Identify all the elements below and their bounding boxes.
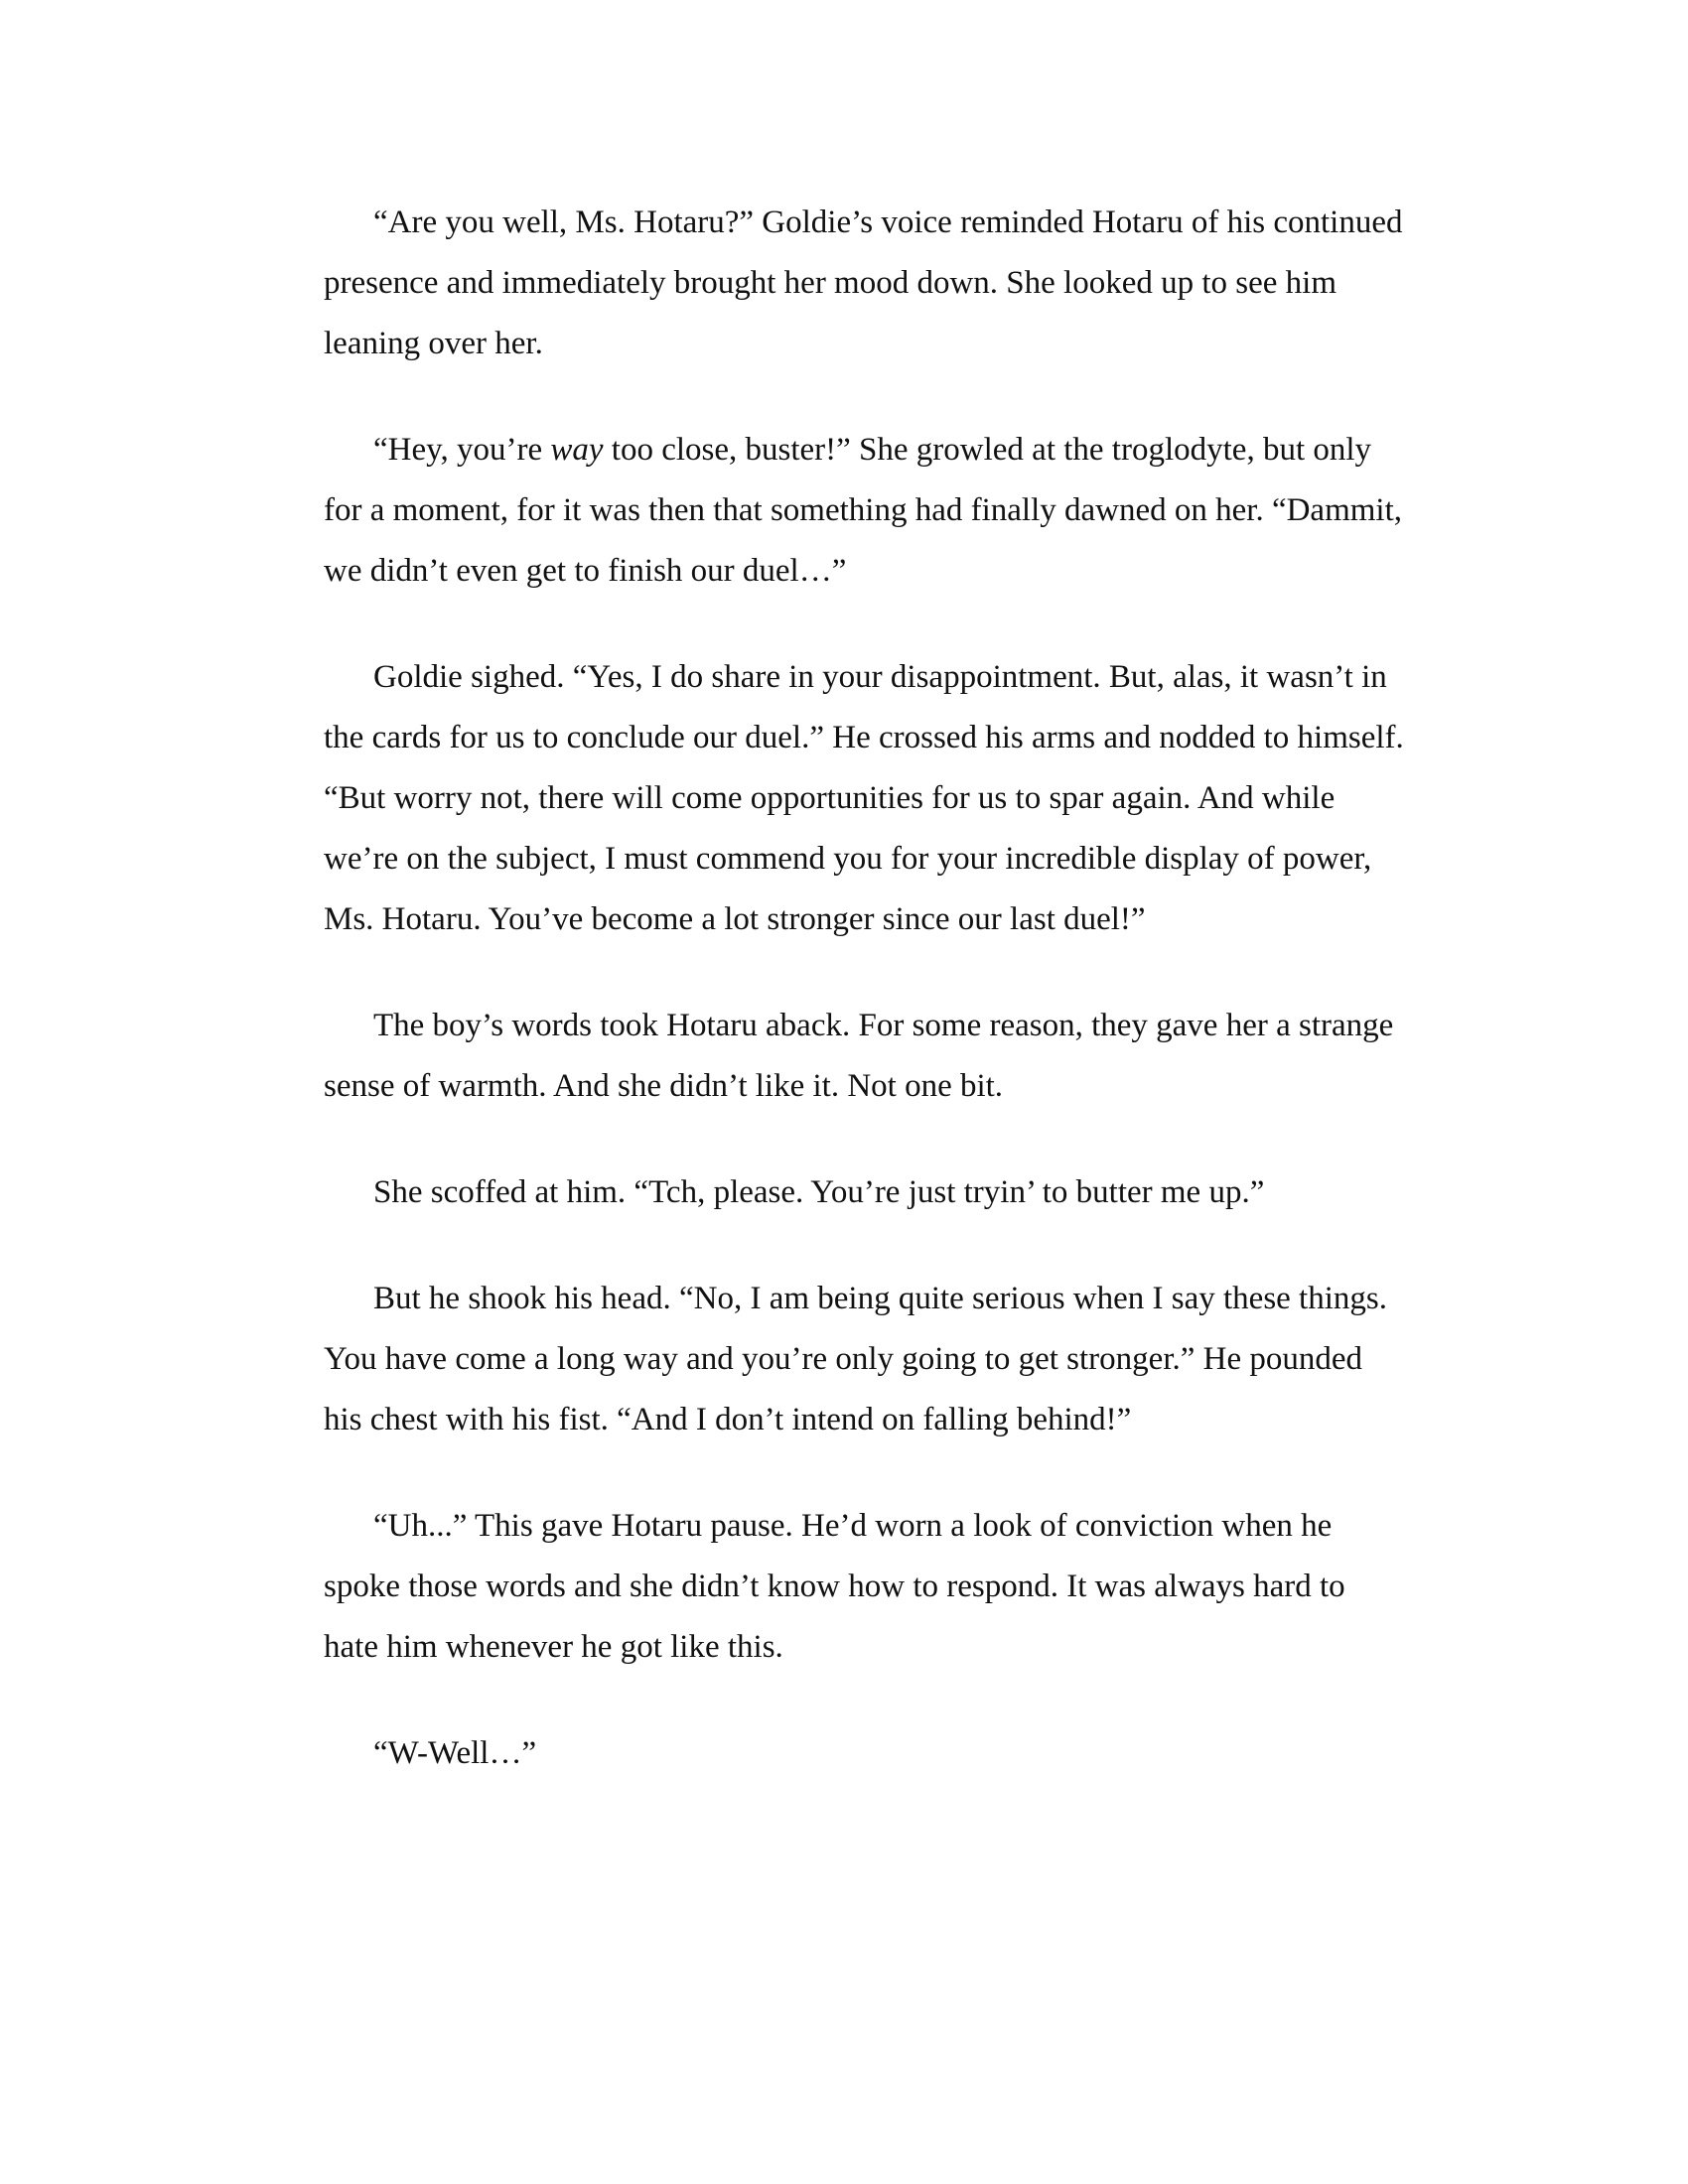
paragraph-2-text-end: too close, buster!” She growled at the troglodyte, but only for a moment, for it was then that something had finally dawned on her. “Dammit, we didn’t even get to finish our duel…” <box>324 432 1402 589</box>
paragraph-6 <box>324 1269 1406 1450</box>
paragraph-2-text-start: “Hey, you’re <box>373 432 551 468</box>
paragraph-3 <box>324 647 1406 950</box>
paragraph-8 <box>324 1723 1406 1784</box>
paragraph-7-text: “Uh...” This gave Hotaru pause. He’d worn a look of conviction when he spoke those words and she didn’t know how to respond. It was always hard to hate him whenever he got like this. <box>324 1508 1345 1665</box>
paragraph-1 <box>324 193 1406 374</box>
paragraph-3-text: Goldie sighed. “Yes, I do share in your disappointment. But, alas, it wasn’t in the cards for us to conclude our duel.” He crossed his arms and nodded to himself. “But worry not, there will come opportunities for us to spar again. And while we’re on the subject, I must commend you for your incredible display of power, Ms. Hotaru. You’ve become a lot stronger since our last duel!” <box>324 659 1404 937</box>
paragraph-7 <box>324 1496 1406 1678</box>
paragraph-5-text: She scoffed at him. “Tch, please. You’re just tryin’ to butter me up.” <box>373 1174 1265 1210</box>
story-text <box>324 193 1406 1830</box>
paragraph-4 <box>324 996 1406 1117</box>
paragraph-2 <box>324 420 1406 602</box>
paragraph-1-text: “Are you well, Ms. Hotaru?” Goldie’s voice reminded Hotaru of his continued presence and immediately brought her mood down. She looked up to see him leaning over her. <box>324 205 1403 361</box>
paragraph-8-text: “W-Well…” <box>373 1735 537 1771</box>
paragraph-5 <box>324 1162 1406 1223</box>
emphasis-way: way <box>550 432 604 468</box>
paragraph-4-text: The boy’s words took Hotaru aback. For some reason, they gave her a strange sense of warmth. And she didn’t like it. Not one bit. <box>324 1008 1394 1104</box>
paragraph-6-text: But he shook his head. “No, I am being quite serious when I say these things. You have come a long way and you’re only going to get stronger.” He pounded his chest with his fist. “And I don’t intend on falling behind!” <box>324 1281 1387 1437</box>
